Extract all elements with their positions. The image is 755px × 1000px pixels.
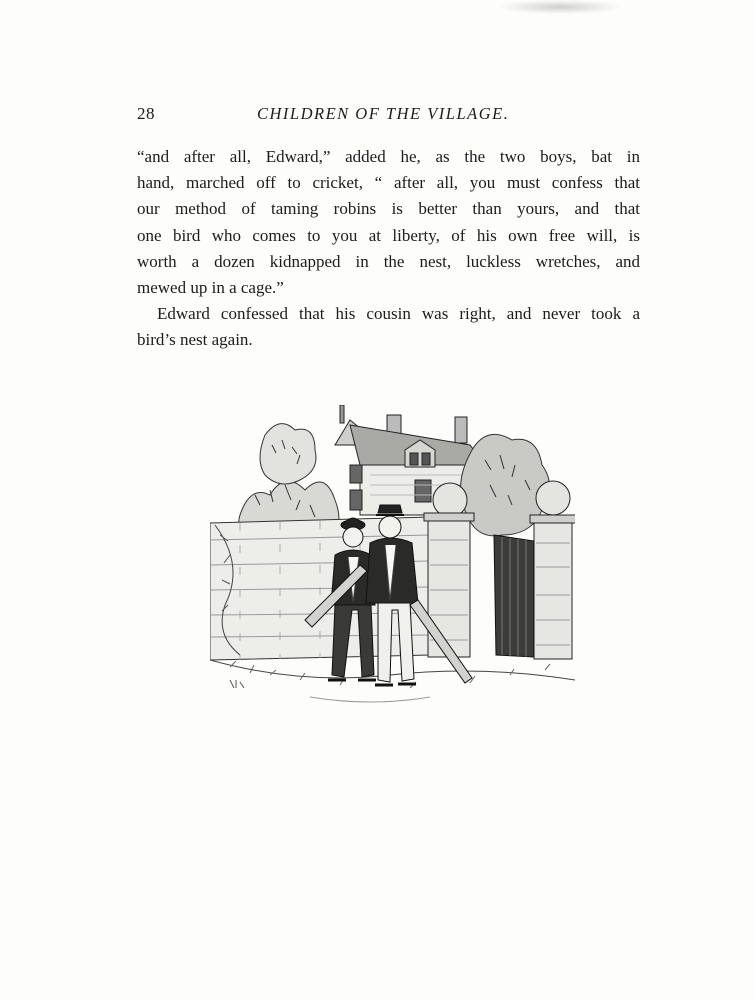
page-header bbox=[137, 104, 642, 128]
page-number: 28 bbox=[137, 104, 155, 123]
print-smudge bbox=[500, 0, 620, 14]
text-line: “and after all, Edward,” added he, as the two boys, bat in bbox=[137, 147, 640, 166]
text-line: hand, marched off to cricket, “ after all, you must confess that bbox=[137, 173, 640, 193]
running-title: CHILDREN OF THE VILLAGE. bbox=[257, 104, 510, 123]
ground bbox=[210, 660, 575, 702]
text-line: our method of taming robins is better than yours, and that bbox=[137, 199, 640, 219]
gate-ball-right bbox=[536, 481, 570, 515]
text-line: one bird who comes to you at liberty, of his own free will, is bbox=[137, 225, 640, 245]
engraver-mark bbox=[230, 680, 244, 688]
wooden-gate bbox=[494, 535, 534, 657]
text-line: mewed up in a cage.” bbox=[137, 277, 284, 297]
text-line: worth a dozen kidnapped in the nest, luckless wretches, and bbox=[137, 251, 640, 271]
engraving-two-boys-with-cricket-bats-icon bbox=[210, 405, 575, 720]
text-line: bird’s nest again. bbox=[137, 330, 253, 350]
body-text bbox=[137, 144, 640, 354]
gate-ball-left bbox=[433, 483, 467, 517]
text-line: Edward confessed that his cousin was right, and never took a bbox=[157, 304, 640, 324]
